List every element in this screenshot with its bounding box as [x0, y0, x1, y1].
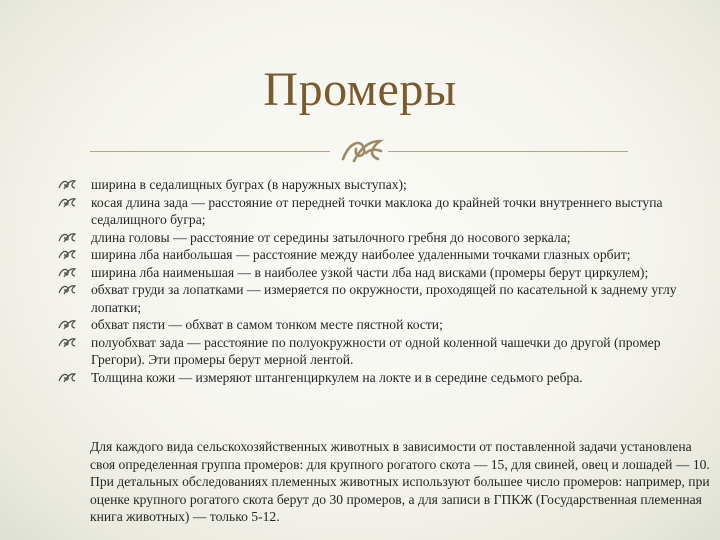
list-item-text: ширина лба наименьшая — в наиболее узкой части лба над висками (промеры берут циркулем);: [91, 264, 649, 280]
scroll-bullet-icon: [58, 284, 76, 295]
scroll-bullet-icon: [58, 179, 76, 190]
list-item: [58, 229, 698, 247]
list-item-text: обхват груди за лопатками — измеряется по окружности, проходящей по касательной к заднему углу лопатки;: [91, 282, 677, 315]
scroll-bullet-icon: [58, 232, 76, 243]
summary-paragraph: Для каждого вида сельскохозяйственных животных в зависимости от поставленной задачи установлена своя определенная группа промеров: для крупного рогатого скота — 15, для свиней, овец и лошадей — 10. При детальных обследованиях племенных животных используют большее число промеров: например, при оценке крупного рогатого скота берут до 30 промеров, а для записи в ГПКЖ (Государственная племенная книга животных) — только 5-12.: [90, 439, 710, 524]
list-item-text: ширина лба наибольшая — расстояние между наиболее удаленными точками глазных орбит;: [91, 247, 631, 262]
list-item-text: ширина в седалищных буграх (в наружных выступах);: [91, 177, 407, 192]
scroll-bullet-icon: [58, 267, 76, 278]
scroll-ornament-icon: [340, 137, 384, 163]
list-item-text: Толщина кожи — измеряют штангенциркулем на локте и в середине седьмого ребра.: [91, 369, 583, 385]
list-item: [58, 316, 698, 334]
list-item: [58, 264, 698, 282]
list-item: [58, 176, 698, 194]
scroll-bullet-icon: [58, 337, 76, 348]
measurements-list: [58, 176, 698, 386]
list-item: [58, 334, 698, 369]
scroll-bullet-icon: [58, 372, 76, 383]
scroll-bullet-icon: [58, 249, 76, 260]
scroll-bullet-icon: [58, 197, 76, 208]
slide-title: Промеры: [263, 63, 457, 116]
title-divider-left: [90, 151, 330, 152]
list-item-text: полуобхват зада — расстояние по полуокружности от одной коленной чашечки до другой (промер Грегори). Эти промеры берут мерной лентой.: [91, 334, 661, 367]
list-item-text: обхват пясти — обхват в самом тонком месте пястной кости;: [91, 317, 443, 332]
list-item-text: косая длина зада — расстояние от передней точки маклока до крайней точки внутреннего выступа седалищного бугра;: [91, 194, 663, 227]
list-item: [58, 246, 698, 264]
list-item: [58, 281, 698, 316]
scroll-bullet-icon: [58, 319, 76, 330]
title-divider-right: [388, 151, 628, 152]
list-item: [58, 194, 698, 229]
list-item: [58, 369, 698, 387]
list-item-text: длина головы — расстояние от середины затылочного гребня до носового зеркала;: [91, 229, 571, 245]
